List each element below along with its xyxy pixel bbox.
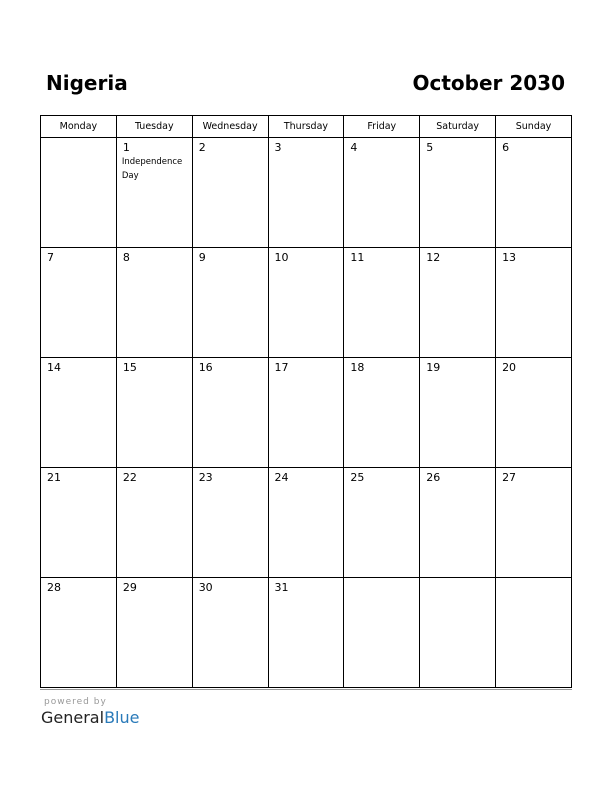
- day-number: 11: [350, 251, 365, 264]
- day-number: 18: [350, 361, 365, 374]
- day-cell: [496, 248, 572, 358]
- weekday-header-thursday: Thursday: [268, 116, 344, 138]
- day-number: 30: [198, 581, 213, 594]
- holiday-label: Independence Day: [121, 157, 183, 181]
- day-number: 2: [198, 141, 206, 154]
- day-number: 20: [502, 361, 517, 374]
- day-number: 8: [122, 251, 130, 264]
- day-cell: [496, 358, 572, 468]
- day-cell: [268, 468, 344, 578]
- day-cell: [268, 578, 344, 688]
- day-number: 1: [122, 141, 130, 154]
- day-number: 12: [426, 251, 441, 264]
- day-cell: [192, 468, 268, 578]
- day-number: 21: [47, 471, 61, 484]
- day-cell: [268, 138, 344, 248]
- day-cell: [344, 578, 420, 688]
- day-number: 5: [426, 141, 434, 154]
- day-cell: [116, 468, 192, 578]
- day-number: 6: [502, 141, 510, 154]
- day-cell: [420, 248, 496, 358]
- day-number: 14: [47, 361, 61, 374]
- day-cell: [41, 358, 117, 468]
- week-row: [41, 138, 572, 248]
- day-cell: [116, 358, 192, 468]
- day-cell: [420, 358, 496, 468]
- weekday-header-saturday: Saturday: [420, 116, 496, 138]
- day-cell: [41, 578, 117, 688]
- day-cell: [420, 468, 496, 578]
- day-cell: [192, 248, 268, 358]
- day-number: 28: [47, 581, 61, 594]
- weekday-header-monday: Monday: [41, 116, 117, 138]
- day-cell: [496, 138, 572, 248]
- brand-logo[interactable]: [41, 708, 139, 727]
- brand-name-blue: Blue: [104, 708, 140, 727]
- week-row: [41, 358, 572, 468]
- day-number: 13: [502, 251, 517, 264]
- day-cell: [192, 138, 268, 248]
- weekday-header-row: [41, 116, 572, 138]
- day-cell: [116, 138, 192, 248]
- day-number: 27: [502, 471, 517, 484]
- day-number: 7: [47, 251, 54, 264]
- footer-divider: [40, 689, 572, 690]
- day-number: 4: [350, 141, 358, 154]
- day-number: 22: [122, 471, 137, 484]
- day-number: 25: [350, 471, 365, 484]
- day-cell: [41, 248, 117, 358]
- weekday-header-sunday: Sunday: [496, 116, 572, 138]
- day-number: 29: [122, 581, 137, 594]
- day-number: 10: [274, 251, 289, 264]
- day-number: 24: [274, 471, 289, 484]
- day-number: 15: [122, 361, 137, 374]
- day-cell: [496, 468, 572, 578]
- day-cell: [344, 248, 420, 358]
- day-cell: [192, 578, 268, 688]
- weekday-header-friday: Friday: [344, 116, 420, 138]
- day-cell: [268, 248, 344, 358]
- day-cell: [344, 358, 420, 468]
- day-cell: [116, 248, 192, 358]
- day-cell: [41, 468, 117, 578]
- day-number: 19: [426, 361, 441, 374]
- brand-name-general: General: [41, 708, 105, 727]
- week-row: [41, 248, 572, 358]
- powered-by-label: powered by: [44, 697, 107, 707]
- day-cell: [41, 138, 117, 248]
- day-number: 23: [198, 471, 213, 484]
- week-row: [41, 578, 572, 688]
- day-number: 26: [426, 471, 441, 484]
- day-cell: [420, 578, 496, 688]
- day-cell: [344, 468, 420, 578]
- country-title: Nigeria: [46, 71, 128, 95]
- day-cell: [268, 358, 344, 468]
- calendar-grid: [40, 115, 572, 688]
- day-number: 16: [198, 361, 213, 374]
- day-number: 31: [274, 581, 289, 594]
- day-cell: [344, 138, 420, 248]
- day-cell: [192, 358, 268, 468]
- weekday-header-tuesday: Tuesday: [116, 116, 192, 138]
- day-cell: [496, 578, 572, 688]
- day-cell: [116, 578, 192, 688]
- day-number: 17: [274, 361, 289, 374]
- day-number: 3: [274, 141, 282, 154]
- weekday-header-wednesday: Wednesday: [192, 116, 268, 138]
- month-year-title: October 2030: [412, 71, 565, 95]
- day-cell: [420, 138, 496, 248]
- week-row: [41, 468, 572, 578]
- day-number: 9: [198, 251, 206, 264]
